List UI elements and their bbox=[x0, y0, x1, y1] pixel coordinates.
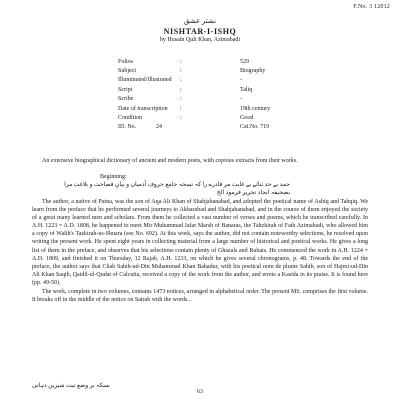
beginning-arabic-line: حمد بے حد ثنائے بے غایت مر قادرے را کہ نسخہ جامع حروف آدمیان و بیانِ فصاحت و بلاغت مرا bbox=[64, 182, 290, 188]
metadata-separator: : bbox=[180, 115, 182, 122]
metadata-row bbox=[118, 113, 358, 122]
ending-arabic-line: بسکہ بر وضع تیت شیرین دہانی bbox=[32, 383, 110, 389]
metadata-value: - bbox=[240, 96, 242, 103]
metadata-separator: : bbox=[180, 58, 182, 65]
metadata-key: Condition bbox=[118, 115, 143, 122]
metadata-row bbox=[118, 66, 358, 75]
metadata-value: Taliq bbox=[240, 86, 253, 93]
body-paragraph: The work, complete in two volumes, contains 1473 notices, arranged in alphabetical order. The present MS. comprises the first volume. It breaks off in the middle of the notice on Sairab with the words... bbox=[32, 289, 368, 304]
metadata-separator: : bbox=[180, 77, 182, 84]
metadata-value: Good bbox=[240, 115, 254, 122]
document-title: NISHTAR-I-ISHQ bbox=[163, 27, 237, 36]
metadata-row bbox=[118, 104, 358, 113]
id-number: 24 bbox=[156, 124, 162, 131]
page-number: 63 bbox=[197, 389, 203, 395]
metadata-row bbox=[118, 85, 358, 94]
metadata-separator: : bbox=[180, 86, 182, 93]
id-label: ID. No. bbox=[118, 124, 137, 131]
metadata-value: 19th century bbox=[240, 105, 271, 112]
metadata-value: Biography bbox=[240, 68, 266, 75]
metadata-key: Subject bbox=[118, 68, 136, 75]
metadata-separator: : bbox=[180, 105, 182, 112]
beginning-arabic-line: بصحیفہ ایجاد تحریر فرمود الخ bbox=[216, 190, 290, 196]
metadata-key: Illuminated/Illustrated bbox=[118, 77, 172, 84]
metadata-separator: : bbox=[180, 96, 182, 103]
metadata-value: - bbox=[240, 77, 242, 84]
file-number: F.No. 3 12012 bbox=[353, 4, 390, 10]
metadata-row bbox=[118, 95, 358, 104]
metadata-separator: : bbox=[180, 68, 182, 75]
title-arabic: نشتر عشق bbox=[183, 17, 217, 25]
metadata-value: 529 bbox=[240, 58, 249, 65]
metadata-row bbox=[118, 76, 358, 85]
metadata-key: Folios bbox=[118, 58, 134, 65]
author-byline: by Husain Quli Khan, Azimabadi bbox=[159, 37, 241, 43]
beginning-label: Beginning: bbox=[100, 174, 127, 180]
metadata-row bbox=[118, 57, 358, 66]
metadata-key: Script bbox=[118, 86, 133, 93]
catalogue-number: Cat.No. 719 bbox=[240, 124, 270, 131]
metadata-key: Date of transcription bbox=[118, 105, 168, 112]
metadata-row-id bbox=[118, 123, 358, 132]
metadata-key: Scribe bbox=[118, 96, 134, 103]
body-text bbox=[32, 198, 368, 304]
metadata-table bbox=[118, 57, 358, 132]
body-paragraph: The author, a native of Patna, was the son of Aqa Ali Khan of Shahjahanabad, and adopted the poetical name of Ashiq and Tahqiq. We learn from the preface that he performed several journeys to Akbarabad and Shahjahanabad, and in the course of them enjoyed the society of a great many learned men and scholars. From them he collected a vast number of verses and poems, which he transcribed carefully. In A.H. 1223 = A.D. 1808, he happened to meet Mir Muhammad Jafar Marsh of Banaras, the Tahzkirah of Fath Azimabadi, who allowed him a copy of Walih's Tazkirah-us-Shuara (see No. 692). At this work, says the author, did not contain noteworthy selections, he resolved upon writing the present work. He spent eight years in collecting material from a large number of historical and poetical works. He gives a long list of them in the preface, and observes that his selections contain plenty of Ghazals and Rubais. He commenced the work in A.H. 1224 = A.D. 1809, and finished it on Thursday, 12 Rajab, A.H. 1233, on which he gives several chronograms, p. 48. Towards the end of the preface, the author says that Chah Sahib-ud-Din Muhammad Khan Bahadur, with his poetical nom de plume Sahib, son of Hajmi-ud-Din Ali Khan Saqib, Qaidil-ul-Qudat of Calcutta, received a copy of the work from the author, and wrote a Kasida in its praise. It is found here (pp. 49-50). bbox=[32, 199, 368, 286]
beginning-arabic-text bbox=[60, 181, 290, 197]
intro-paragraph: An extensive biographical dictionary of ancient and modern poets, with copious extracts from their works. bbox=[42, 158, 298, 164]
